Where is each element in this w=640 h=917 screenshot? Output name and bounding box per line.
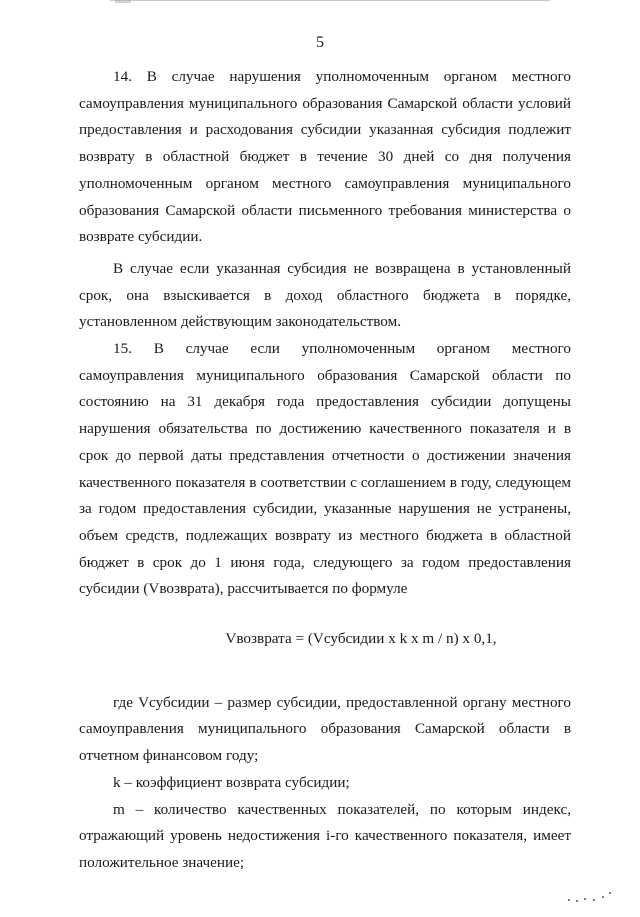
paragraph-14: 14. В случае нарушения уполномоченным органом местного самоуправления муниципального образования Самарской области условий предоставления и расходования субсидии указанная субсидия подлежит возврату в областной бюджет в течение 30 дней со дня получения уполномоченным органом местного самоуправления муниципального образования Самарской области письменного требования министерства о возврате субсидии. (79, 68, 571, 246)
formula: Vвозврата = (Vсубсидии x k x m / n) x 0,1, (225, 630, 497, 648)
definition-k: k – коэффициент возврата субсидии; (113, 773, 350, 791)
definition-m: m – количество качественных показателей, по которым индекс, отражающий уровень недостижения i-го качественного показателя, имеет положительное значение; (79, 800, 571, 871)
page-number: 5 (316, 34, 324, 51)
scan-artifact (110, 0, 550, 4)
definition-v-subsidy: где Vсубсидии – размер субсидии, предоставленной органу местного самоуправления муниципального образования Самарской области в отчетном финансовом году; (79, 693, 571, 765)
paragraph-14-continuation: В случае если указанная субсидия не возвращена в установленный срок, она взыскивается в доход областного бюджета в порядке, установленном действующим законодательством. (79, 259, 571, 331)
document-body (79, 64, 571, 877)
paragraph-15: 15. В случае если уполномоченным органом местного самоуправления муниципального образования Самарской области по состоянию на 31 декабря года предоставления субсидии допущены нарушения обязательства по достижению качественного показателя и в срок до первой даты представления отчетности о достижении значения качественного показателя в соответствии с соглашением в году, следующем за годом предоставления субсидии, указанные нарушения не устранены, объем средств, подлежащих возврату из местного бюджета в областной бюджет в срок до 1 июня года, следующего за годом предоставления субсидии (Vвозврата), рассчитывается по формуле (79, 340, 571, 598)
scan-noise (566, 891, 614, 903)
